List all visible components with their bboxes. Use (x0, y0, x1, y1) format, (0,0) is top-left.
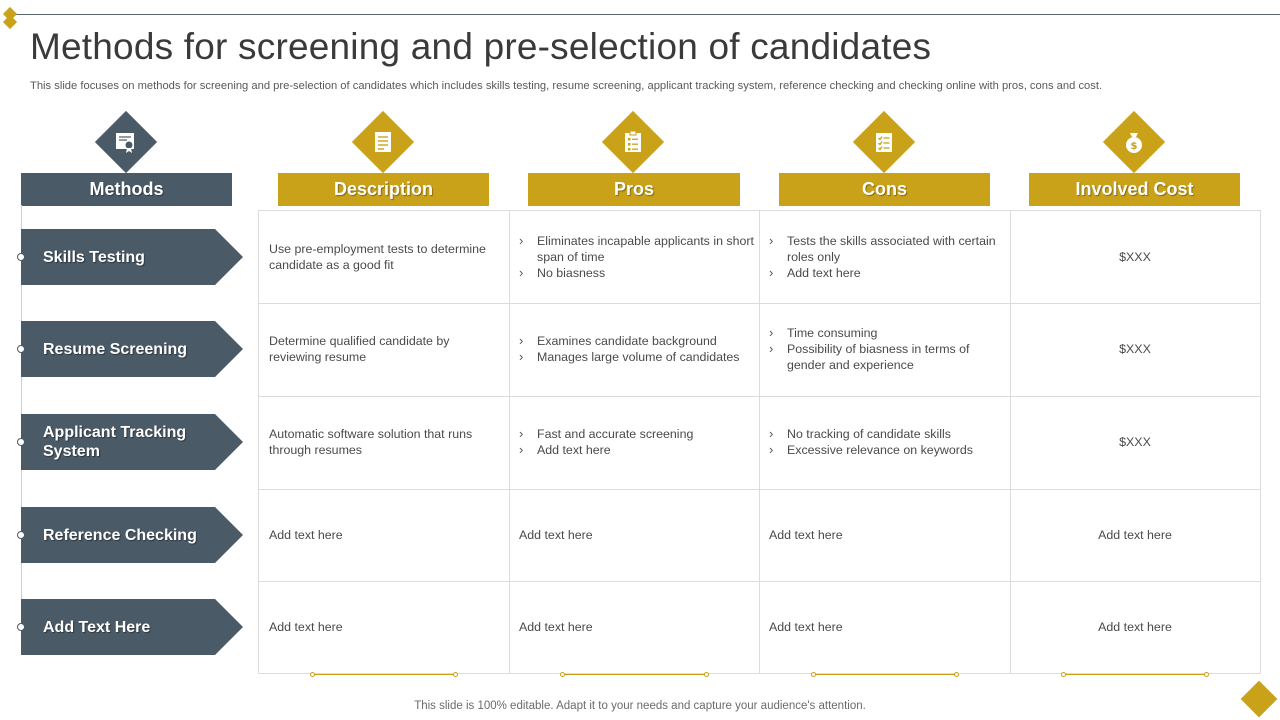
cons-list (759, 426, 973, 458)
cost-value: $XXX (1119, 342, 1151, 356)
svg-text:$: $ (1130, 141, 1138, 152)
cons-cell (759, 489, 1010, 581)
header-cons: Cons (779, 173, 990, 206)
pros-item: › Eliminates incapable applicants in short span of time (519, 233, 759, 265)
description-cell (259, 303, 509, 395)
pros-cell (509, 303, 759, 395)
cost-value: $XXX (1119, 250, 1151, 264)
pros-list (509, 233, 759, 281)
method-label-skills-testing (21, 229, 243, 285)
pros-item: › No biasness (519, 265, 759, 281)
cons-item: › Add text here (769, 265, 1010, 281)
description-cell (259, 581, 509, 673)
rail-dot (17, 345, 25, 353)
method-label-text: Resume Screening (43, 340, 188, 358)
cons-text: Add text here (769, 620, 843, 634)
pros-item: › Add text here (519, 442, 693, 458)
pros-list (509, 426, 693, 458)
description-text: Add text here (269, 528, 343, 542)
column-decor-line (560, 672, 709, 676)
slide-subtitle: This slide focuses on methods for screening and pre-selection of candidates which includes skills testing, resume screening, applicant tracking system, reference checking and checking online with pros, cons and cost. (30, 80, 1103, 92)
header-methods: Methods (21, 173, 232, 206)
cons-item: › Excessive relevance on keywords (769, 442, 973, 458)
cost-cell (1010, 303, 1260, 395)
description-cell (259, 211, 509, 303)
slide-title: Methods for screening and pre-selection of candidates (30, 26, 932, 67)
money-bag-icon (1120, 128, 1148, 156)
rail-dot (17, 438, 25, 446)
method-label-text: Applicant Tracking System (43, 424, 187, 460)
pros-cell (509, 581, 759, 673)
pros-cell (509, 489, 759, 581)
pros-item: › Manages large volume of candidates (519, 349, 740, 365)
cost-value: Add text here (1098, 528, 1172, 542)
rail-dot (17, 531, 25, 539)
cons-cell (759, 303, 1010, 395)
cons-item: › Possibility of biasness in terms of gender and experience (769, 341, 1010, 373)
cons-item: › Time consuming (769, 325, 1010, 341)
method-label-resume-screening (21, 321, 243, 377)
cost-value: $XXX (1119, 435, 1151, 449)
cons-cell (759, 396, 1010, 488)
description-cell (259, 396, 509, 488)
cost-value: Add text here (1098, 620, 1172, 634)
cons-cell (759, 211, 1010, 303)
pros-cell (509, 396, 759, 488)
column-decor-line (310, 672, 458, 676)
description-text: Determine qualified candidate by reviewing resume (269, 334, 450, 364)
comparison-table (258, 210, 1261, 674)
cons-cell (759, 581, 1010, 673)
certificate-icon (112, 128, 140, 156)
method-label-text: Reference Checking (43, 526, 197, 544)
top-divider-line (14, 14, 1280, 15)
pros-item: › Fast and accurate screening (519, 426, 693, 442)
header-description: Description (278, 173, 489, 206)
rail-dot (17, 623, 25, 631)
method-label-applicant-tracking-system (21, 414, 243, 470)
cons-list (759, 233, 1010, 281)
cons-item: › Tests the skills associated with certain roles only (769, 233, 1010, 265)
pros-text: Add text here (519, 620, 593, 634)
pros-cell (509, 211, 759, 303)
method-label-text: Add Text Here (43, 618, 151, 636)
cost-cell (1010, 581, 1260, 673)
pros-item: › Examines candidate background (519, 333, 740, 349)
pros-list (509, 333, 740, 365)
document-icon (369, 128, 397, 156)
cost-cell (1010, 396, 1260, 488)
cons-text: Add text here (769, 528, 843, 542)
description-text: Automatic software solution that runs through resumes (269, 427, 473, 457)
clipboard-checklist-icon (619, 128, 647, 156)
method-label-add-text-here (21, 599, 243, 655)
header-pros: Pros (528, 173, 740, 206)
cons-list (759, 325, 1010, 373)
description-text: Use pre-employment tests to determine candidate as a good fit (269, 242, 486, 272)
checklist-icon (870, 128, 898, 156)
method-label-reference-checking (21, 507, 243, 563)
rail-dot (17, 253, 25, 261)
cons-item: › No tracking of candidate skills (769, 426, 973, 442)
footer-note: This slide is 100% editable. Adapt it to your needs and capture your audience's attention. (414, 700, 866, 712)
method-label-text: Skills Testing (43, 248, 145, 266)
header-involved-cost: Involved Cost (1029, 173, 1240, 206)
column-decor-line (1061, 672, 1209, 676)
pros-text: Add text here (519, 528, 593, 542)
column-decor-line (811, 672, 959, 676)
cost-cell (1010, 489, 1260, 581)
description-cell (259, 489, 509, 581)
description-text: Add text here (269, 620, 343, 634)
cost-cell (1010, 211, 1260, 303)
